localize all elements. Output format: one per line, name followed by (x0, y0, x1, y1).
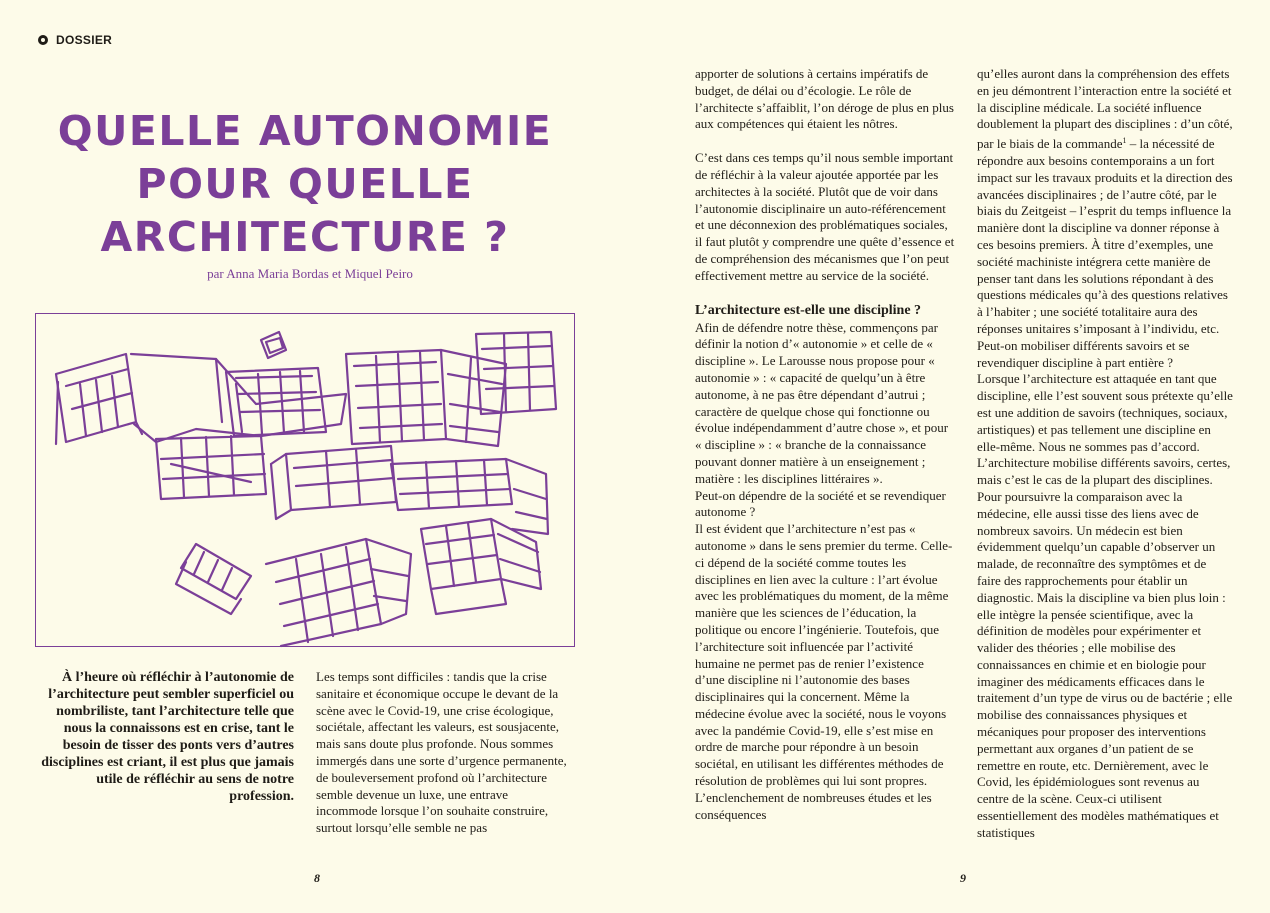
architectural-sketch (36, 314, 576, 648)
section-tag (38, 33, 112, 47)
column3-paragraph-1a: qu’elles auront dans la compréhension des effets en jeu démontrent l’interaction entre la société et la discipline médicale. La société influence doublement la plupart des disciplines : d’un côté, par le biais de la commande (977, 66, 1233, 152)
body-column-1 (316, 669, 569, 837)
column2-paragraph-1: apporter de solutions à certains impératifs de budget, de délai ou d’écologie. Le rôle de l’architecte s’affaiblit, l’on déroge de plus en plus aux compétences qui étaient les nôtres. (695, 66, 954, 132)
sketch-small-square (261, 332, 286, 358)
bullet-icon (38, 35, 48, 45)
sketch-block-bottom-left (176, 544, 251, 614)
column3-paragraph-3: Lorsque l’architecture est attaquée en tant que discipline, elle l’est souvent sous prétexte qu’elle est une addition de savoirs (techniques, sociaux, artistiques) et pas tellement une discipline en elle-même. Nous ne sommes pas d’accord. L’architecture mobilise différents savoirs, certes, mais c’est le cas de la plupart des disciplines. Pour poursuivre la comparaison avec la médecine, elle aussi tisse des liens avec de nombreux savoirs. Un médecin est bien évidemment quelqu’un capable d’observer un malade, de reconnaître des symptômes et de faire des rapprochements pour établir un diagnostic. Mais la discipline va bien plus loin : elle intègre la pensée scientifique, avec la définition de modèles pour expérimenter et valider des théories ; elle mobilise des connaissances en chimie et en biologie pour imaginer des médicaments efficaces dans le traitement d’un type de virus ou de bactérie ; elle mobilise des connaissances physiques et mécaniques pour proposer des interventions permettant aux organes d’un patient de se remettre en route, etc. Dernièrement, avec le Covid, les épidémiologues sont revenus au centre de la scène. Ceux-ci utilisent essentiellement des modèles mathématiques et statistiques (977, 371, 1233, 840)
sketch-block-right-top (476, 332, 556, 414)
sketch-block-top-left (56, 354, 142, 444)
body-column-3 (977, 66, 1233, 842)
folio-left: 8 (314, 871, 320, 885)
column3-paragraph-1 (977, 66, 1233, 338)
column3-paragraph-1b: – la nécessité de répondre aux besoins contemporains a un fort impact sur les travaux produits et la direction des avancées disciplinaires ; de l’autre côté, par le biais du Zeitgeist – l’esprit du temps influence la manière dont la discipline va donner réponse à ces besoins premiers. À titre d’exemples, une société machiniste intégrera cette manière de penser tant dans les solutions répondant à des questions médicales qu’à des questions relatives à l’habiter ; une société totalitaire aura des réponses unitaires s’imposant à l’individu, etc. (977, 136, 1233, 336)
title-line-2: POUR QUELLE (136, 160, 474, 208)
sketch-block-bottom-right (421, 519, 541, 614)
column2-paragraph-3: Afin de défendre notre thèse, commençons par définir la notion d’« autonomie » et celle de « discipline ». Le Larousse nous propose pour « autonomie » : « capacité de quelqu’un à être autonome, à ne pas être dépendant d’autrui ; caractère de quelque chose qui fonctionne ou évolue indépendamment d’autre chose », et pour « discipline » : « branche de la connaissance pouvant donner matière à un enseignement ; matière : les disciplines littéraires ». (695, 319, 949, 486)
title-line-3: ARCHITECTURE ? (100, 213, 510, 261)
section-heading: L’architecture est-elle une discipline ? (695, 302, 922, 318)
body-column-2 (695, 66, 955, 823)
illustration-frame (35, 313, 575, 647)
column2-paragraph-5: Il est évident que l’architecture n’est pas « autonome » dans le sens premier du terme. Celle-ci dépend de la société comme toutes les disciplines en lien avec la culture : l’art évolue avec les problématiques du moment, de la même manière que les sciences de l’éducation, la politique ou encore l’ingénierie. Toutefois, que l’architecture soit influencée par l’activité humaine ne permet pas de renier l’existence d’une discipline ni l’autonomie des bases disciplinaires qui la concernent. Même la médecine évolue avec la société, nous le voyons avec la pandémie Covid-19, elle s’est mise en ordre de marche pour répondre à un besoin sociétal, en utilisant les différentes méthodes de résolution de problèmes qui lui sont propres. L’enclenchement de nombreuses études et les conséquences (695, 521, 953, 822)
sketch-strip-middle-left (156, 436, 266, 499)
article-title (40, 105, 570, 264)
column2-paragraph-4: Peut-on dépendre de la société et se revendiquer autonome ? (695, 487, 946, 520)
byline: par Anna Maria Bordas et Miquel Peiro (207, 266, 413, 281)
sketch-block-bottom-center (266, 539, 411, 646)
lead-paragraph: À l’heure où réfléchir à l’autonomie de l’architecture peut sembler superficiel ou nombriliste, tant l’architecture telle que nous la connaissons est en crise, tant le besoin de tisser des ponts vers d’autres disciplines est criant, il est plus que jamais utile de réfléchir au sens de notre profession. (41, 670, 294, 804)
title-line-1: QUELLE AUTONOMIE (57, 107, 553, 155)
folio-right: 9 (960, 871, 966, 885)
column2-paragraph-2: C’est dans ces temps qu’il nous semble important de réfléchir à la valeur ajoutée apportée par les architectes à la société. Plutôt que de voir dans l’autonomie disciplinaire un auto-référencement et une déconnexion des problématiques sociales, il faut plutôt y comprendre une quête d’essence et de compréhension des mécanismes que l’on peut effectivement mettre au service de la société. (695, 150, 955, 283)
footnote-ref[interactable]: 1 (1122, 136, 1127, 146)
section-label: DOSSIER (56, 33, 113, 47)
sketch-slab-center (271, 446, 396, 519)
column1-paragraph: Les temps sont difficiles : tandis que la crise sanitaire et économique occupe le devant de la scène avec le Covid-19, une crise écologique, sociétale, affectant les valeurs, est sousjacente, mais sans doute plus profonde. Nous sommes immergés dans une sorte d’urgence permanente, de bouleversement profond où l’architecture semble devenue un luxe, une entrave incommode lorsque l’on souhaite construire, surtout lorsqu’elle semble ne pas (316, 669, 567, 836)
sketch-central-mass (131, 350, 506, 446)
column3-paragraph-2: Peut-on mobiliser différents savoirs et se revendiquer discipline à part entière ? (977, 337, 1190, 370)
